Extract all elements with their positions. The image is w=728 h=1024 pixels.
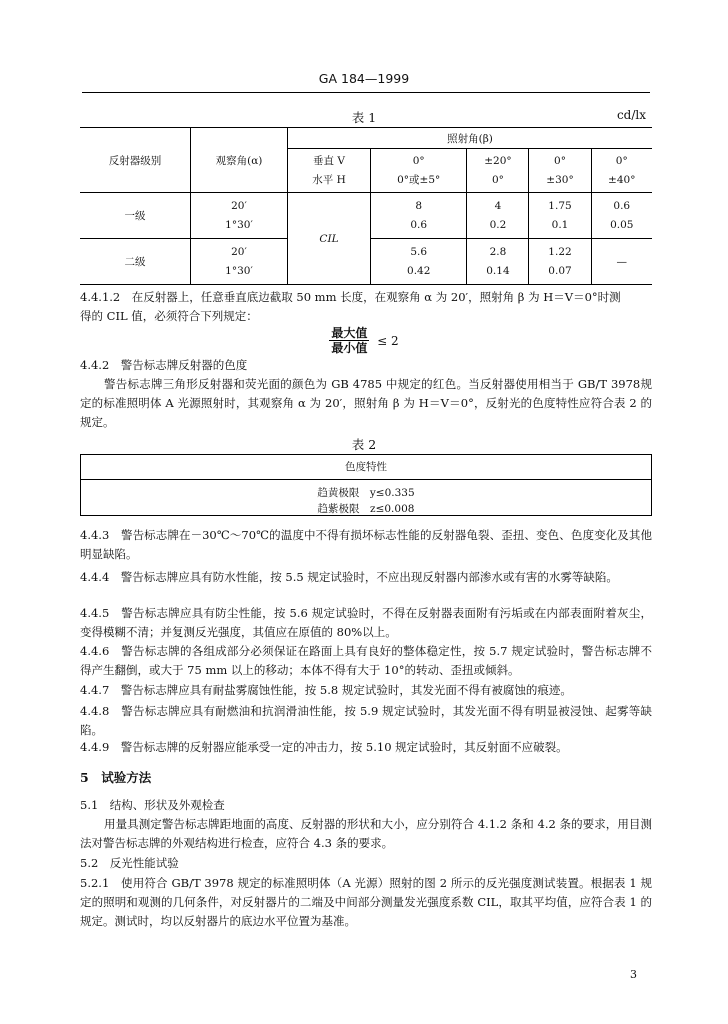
value: 0.6 <box>410 218 428 231</box>
page-header: GA 184—1999 <box>318 71 410 86</box>
ratio-numerator: 最大值 <box>331 326 368 340</box>
value: 0.6 <box>613 199 631 212</box>
grade2-label: 二级 <box>80 239 191 285</box>
table2-header: 色度特性 <box>81 455 651 480</box>
angle-col-2 <box>467 149 529 193</box>
value: 1.75 <box>548 199 572 212</box>
v-value: 0° <box>615 154 628 167</box>
para-448: 4.4.8 警告标志牌应具有耐燃油和抗润滑油性能，按 5.9 规定试验时，其发光面不得有明显被浸蚀、起雾等缺陷。 <box>80 704 652 737</box>
value: 0.14 <box>486 264 510 277</box>
v-value: 0° <box>554 154 566 167</box>
table2 <box>80 454 652 516</box>
value: 5.6 <box>410 245 428 258</box>
para-444: 4.4.4 警告标志牌应具有防水性能，按 5.5 规定试验时，不应出现反射器内部渗水或有害的水雾等缺陷。 <box>80 570 618 584</box>
v-value: 0° <box>412 154 425 167</box>
table1-caption: 表 1 <box>351 110 377 125</box>
ratio-denominator: 最小值 <box>331 341 368 355</box>
value: 0.42 <box>407 264 431 277</box>
value: 4 <box>494 199 502 212</box>
g2-cell-2 <box>467 239 529 285</box>
section-52-title: 5.2 反光性能试验 <box>80 856 179 870</box>
h-value: 0°或±5° <box>397 173 441 186</box>
v-value: ±20° <box>484 154 512 167</box>
g1-cell-4 <box>591 193 652 239</box>
para-443: 4.4.3 警告标志牌在－30℃～70℃的温度中不得有损坏标志性能的反射器龟裂、歪扭、变色、色度变化及其他明显缺陷。 <box>80 528 652 561</box>
para-446: 4.4.6 警告标志牌的各组成部分必须保证在路面上具有良好的整体稳定性，按 5.7 规定试验时，警告标志牌不得产生翻倒，或大于 75 mm 以上的移动；本体不得有大于 10°的转动、歪扭或倾斜。 <box>80 644 652 677</box>
g1-cell-1 <box>371 193 467 239</box>
angle-col-4 <box>591 149 652 193</box>
obs-130: 1°30′ <box>225 264 253 277</box>
h-value: ±30° <box>546 173 574 186</box>
angle-col-3 <box>529 149 591 193</box>
section-442-title: 4.4.2 警告标志牌反射器的色度 <box>80 358 248 372</box>
col-illum-angle: 照射角(β) <box>288 128 653 149</box>
g1-cell-3 <box>529 193 591 239</box>
section-51-title: 5.1 结构、形状及外观检查 <box>80 798 225 812</box>
g2-cell-4: — <box>591 239 652 285</box>
g2-cell-3 <box>529 239 591 285</box>
para-449: 4.4.9 警告标志牌的反射器应能承受一定的冲击力，按 5.10 规定试验时，其反射面不应破裂。 <box>80 740 568 754</box>
section-5-title: 5 试验方法 <box>80 770 152 785</box>
grade2-obs <box>191 239 288 285</box>
col-reflector-grade: 反射器级别 <box>80 128 191 193</box>
section-442-body: 警告标志牌三角形反射器和荧光面的颜色为 GB 4785 中规定的红色。当反射器使用相当于 GB/T 3978规定的标准照明体 A 光源照射时，其观察角 α 为 20′，照射角 β 为 H＝V＝0°，反射光的色度特性应符合表 2 的规定。 <box>80 377 652 429</box>
ratio-formula <box>0 326 728 355</box>
col-obs-angle: 观察角(α) <box>191 128 288 193</box>
ratio-fraction <box>329 326 369 355</box>
h-value: 0° <box>491 173 504 186</box>
table1-unit: cd/lx <box>616 108 646 122</box>
table2-caption: 表 2 <box>351 437 377 452</box>
value: 8 <box>415 199 423 212</box>
obs-20: 20′ <box>231 199 247 212</box>
header-rule <box>82 92 650 93</box>
row-horizontal-label: 水平 H <box>312 173 346 186</box>
obs-130: 1°30′ <box>225 218 253 231</box>
value: 2.8 <box>489 245 507 258</box>
value: 0.2 <box>489 218 507 231</box>
cil-label: CIL <box>288 193 371 285</box>
table2-row-purple: 趋紫极限 z≤0.008 <box>317 503 415 515</box>
para-447: 4.4.7 警告标志牌应具有耐盐雾腐蚀性能，按 5.8 规定试验时，其发光面不得有被腐蚀的痕迹。 <box>80 683 572 697</box>
value: 0.05 <box>610 218 634 231</box>
grade1-label: 一级 <box>80 193 191 239</box>
section-521-body: 5.2.1 使用符合 GB/T 3978 规定的标准照明体（A 光源）照射的图 2 所示的反光强度测试装置。根据表 1 规定的照明和观测的几何条件，对反射器片的二端及中间部分测量发光强度系数 CIL，取其平均值，应符合表 1 的规定。测试时，均以反射器片的底边水平位置为基准。 <box>80 876 652 928</box>
table1 <box>80 127 652 285</box>
table2-row-yellow: 趋黄极限 y≤0.335 <box>317 487 415 499</box>
para-4412-line1: 4.4.1.2 在反射器上，任意垂直底边截取 50 mm 长度，在观察角 α 为 20′，照射角 β 为 H＝V＝0°时测 <box>80 290 621 304</box>
g2-cell-1 <box>371 239 467 285</box>
angle-col-1 <box>371 149 467 193</box>
value: 1.22 <box>548 245 572 258</box>
h-value: ±40° <box>608 173 636 186</box>
section-51-body: 用量具测定警告标志牌距地面的高度、反射器的形状和大小，应分别符合 4.1.2 条和 4.2 条的要求，用目测法对警告标志牌的外观结构进行检查，应符合 4.3 条的要求。 <box>80 817 652 850</box>
value: 0.1 <box>551 218 569 231</box>
grade1-obs <box>191 193 288 239</box>
vh-labels <box>288 149 371 193</box>
row-vertical-label: 垂直 V <box>313 154 345 167</box>
obs-20: 20′ <box>231 245 247 258</box>
value: 0.07 <box>548 264 572 277</box>
para-4412-line2: 得的 CIL 值，必须符合下列规定： <box>80 309 258 323</box>
para-4412 <box>80 288 652 326</box>
para-445: 4.4.5 警告标志牌应具有防尘性能，按 5.6 规定试验时，不得在反射器表面附有污垢或在内部表面附着灰尘，变得模糊不清；并复测反光强度，其值应在原值的 80%以上。 <box>80 606 652 639</box>
page-number: 3 <box>630 968 637 981</box>
g1-cell-2 <box>467 193 529 239</box>
ratio-relation: ≤ 2 <box>377 333 399 348</box>
